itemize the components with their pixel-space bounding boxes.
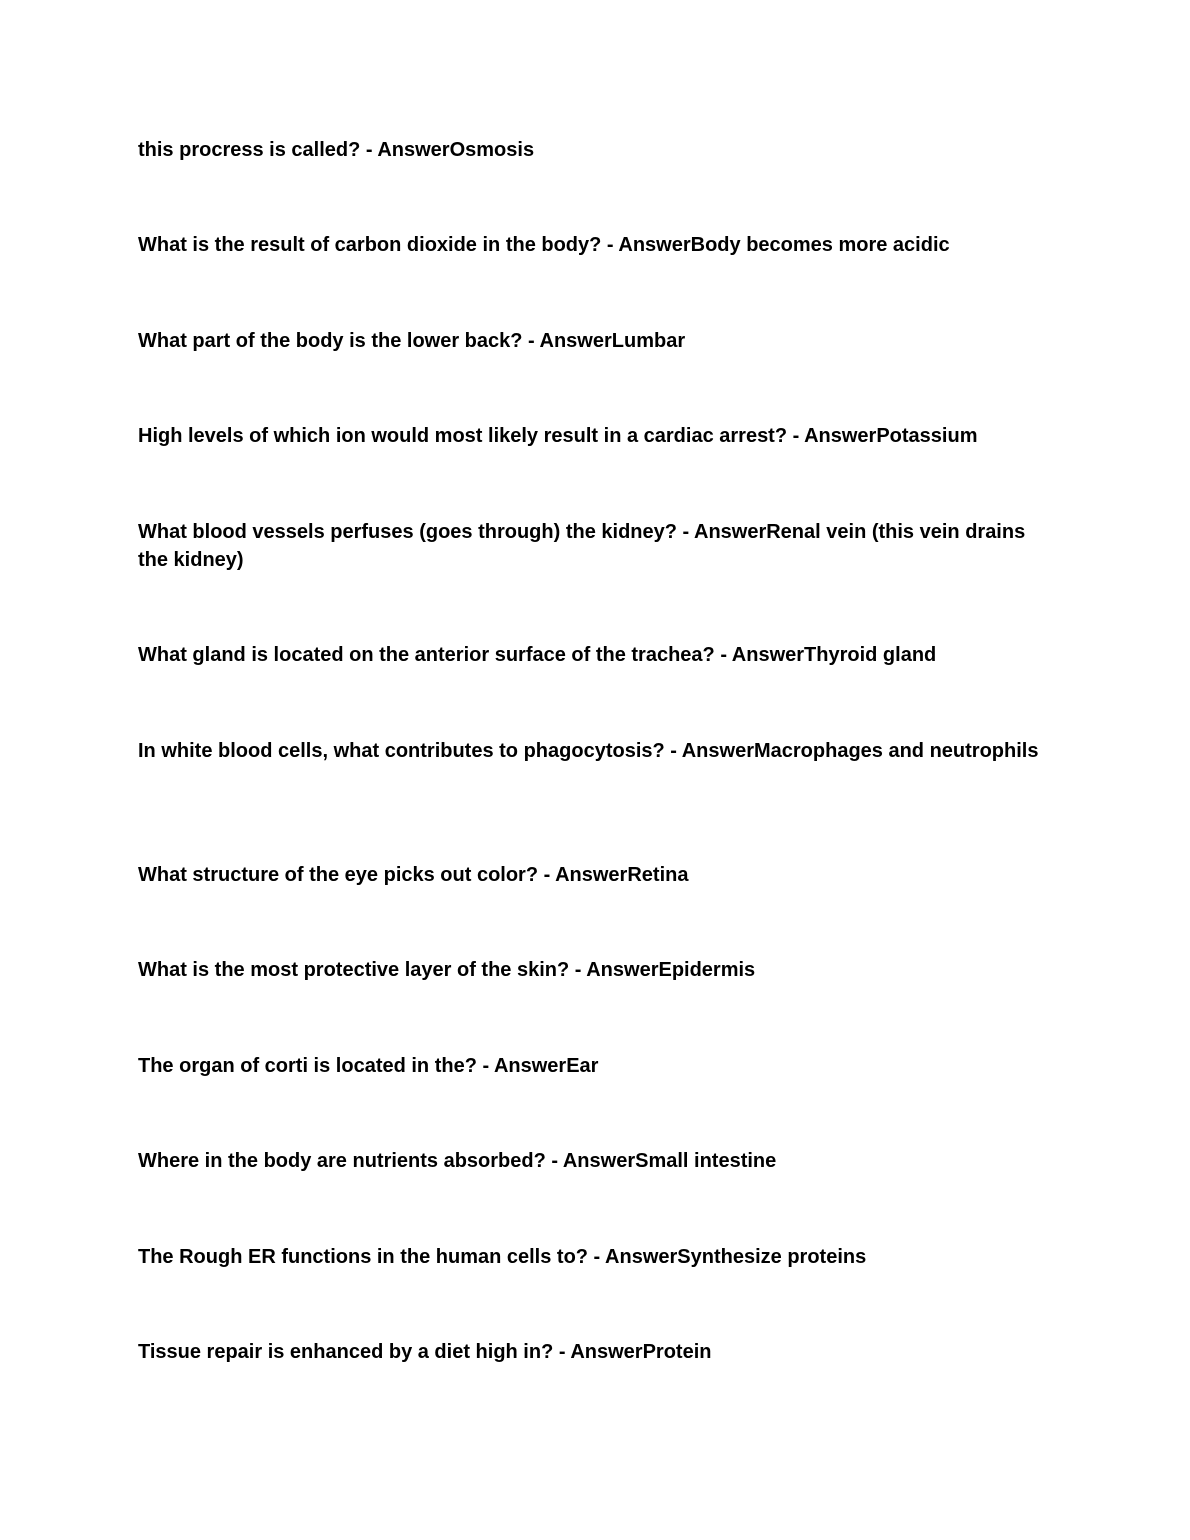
qa-entry: What is the result of carbon dioxide in the body? - AnswerBody becomes more acidic bbox=[138, 234, 950, 256]
qa-entry: In white blood cells, what contributes to phagocytosis? - AnswerMacrophages and neutrophils bbox=[138, 740, 1039, 762]
qa-entry: What part of the body is the lower back? - AnswerLumbar bbox=[138, 330, 686, 352]
qa-entry: Tissue repair is enhanced by a diet high in? - AnswerProtein bbox=[138, 1341, 712, 1363]
qa-entry: What is the most protective layer of the skin? - AnswerEpidermis bbox=[138, 959, 756, 981]
qa-entry: What blood vessels perfuses (goes through) the kidney? - AnswerRenal vein (this vein drains the kidney) bbox=[138, 521, 1026, 571]
qa-entry: this procress is called? - AnswerOsmosis bbox=[138, 139, 535, 161]
qa-entry: High levels of which ion would most likely result in a cardiac arrest? - AnswerPotassium bbox=[138, 425, 978, 447]
qa-entry: What structure of the eye picks out color? - AnswerRetina bbox=[138, 864, 689, 886]
qa-entry: The Rough ER functions in the human cells to? - AnswerSynthesize proteins bbox=[138, 1246, 867, 1268]
qa-entry: Where in the body are nutrients absorbed? - AnswerSmall intestine bbox=[138, 1150, 777, 1172]
qa-entry: The organ of corti is located in the? - AnswerEar bbox=[138, 1055, 599, 1077]
qa-entry: What gland is located on the anterior surface of the trachea? - AnswerThyroid gland bbox=[138, 644, 937, 666]
